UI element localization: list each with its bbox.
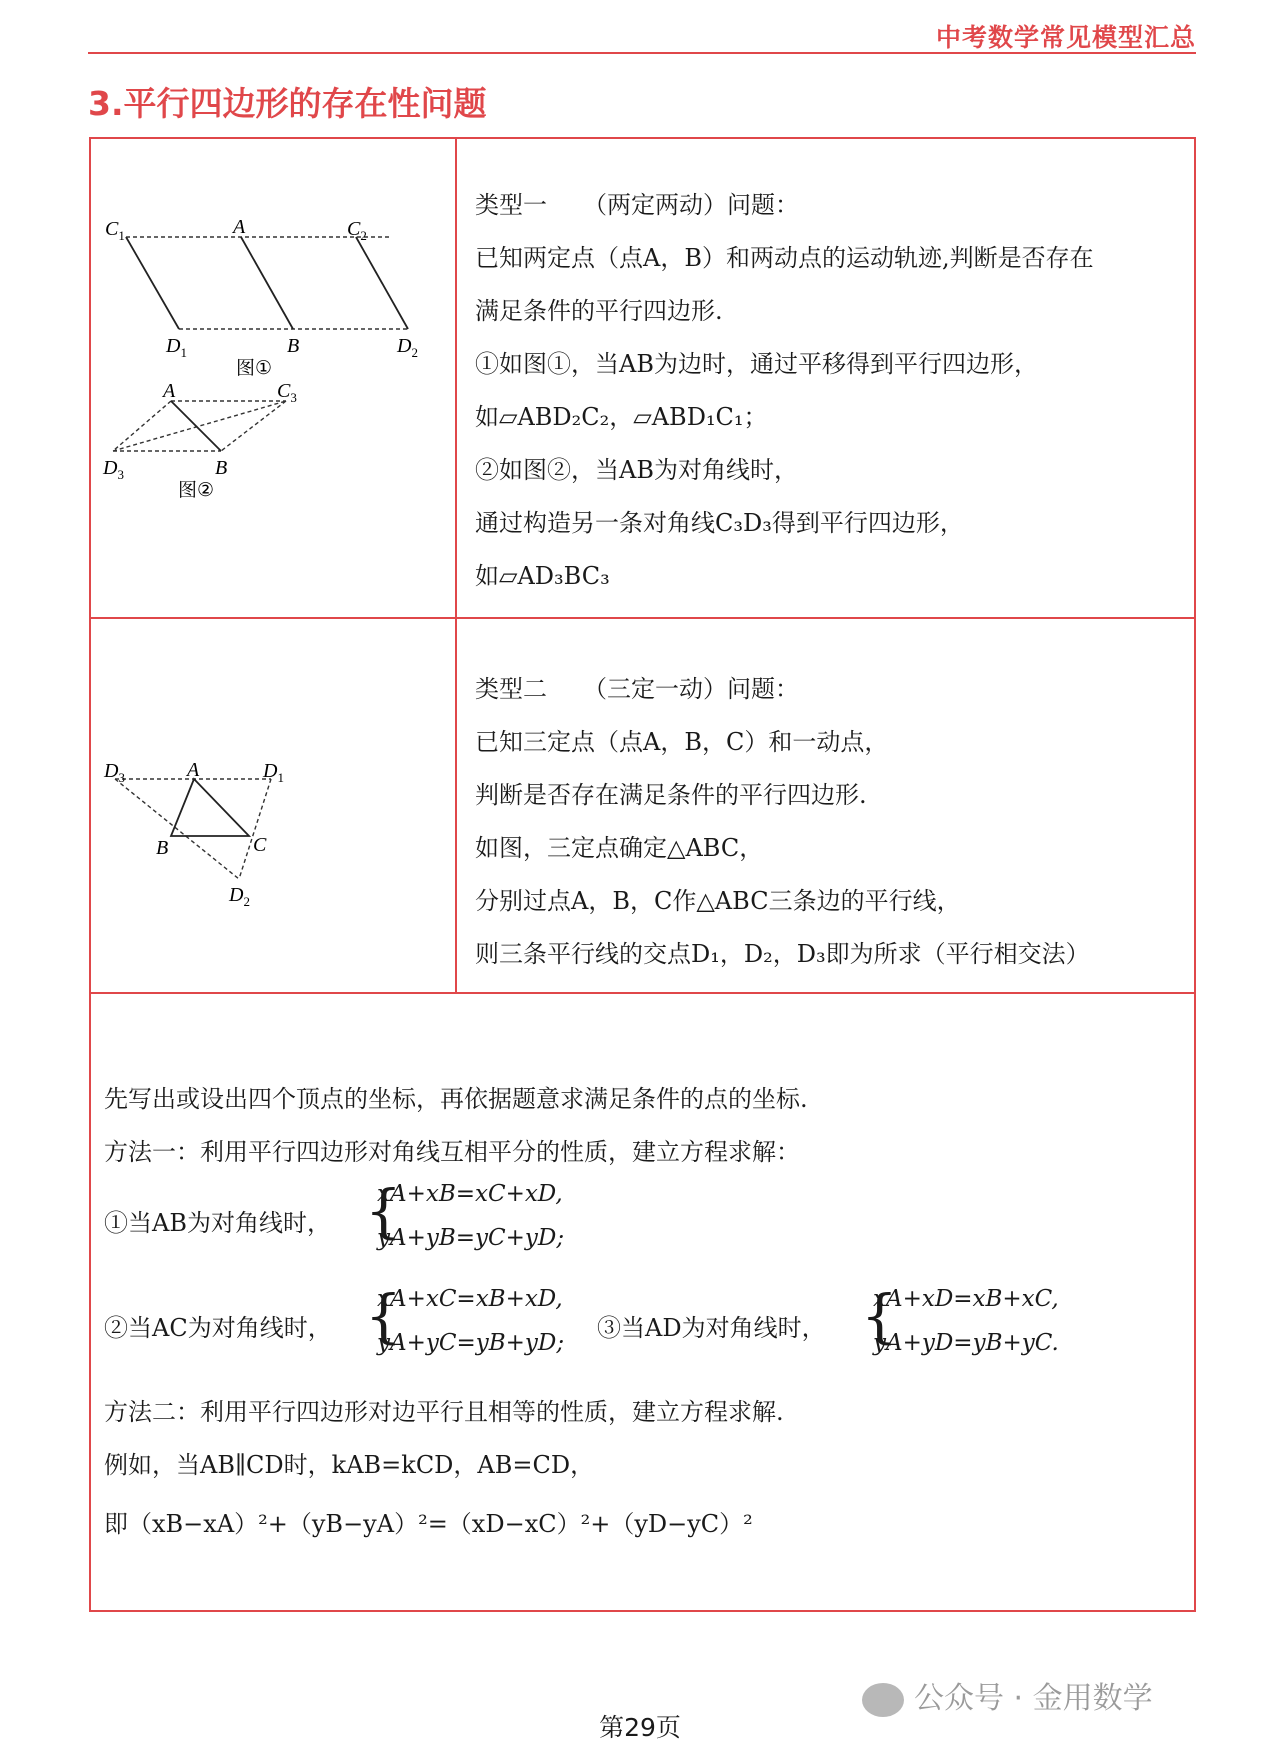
fig3-label-d1: $D_1$ [263,760,284,785]
row1-text [475,179,1094,603]
fig1-segment-c2d2 [356,237,408,329]
row2-line-4: 如图，三定点确定△ABC， [475,834,764,862]
fig1-label-c2: $C_2$ [347,218,367,243]
fig2-label-c3: $C_3$ [277,384,297,405]
fig1-label-d1: $D_1$ [166,335,187,360]
fig3-d3d2-dashed [115,779,239,879]
header-rule [88,52,1196,54]
row2-type-label: 类型二 [475,675,547,703]
fig3-label-d3: $D_3$ [104,760,125,785]
fig2-label-b: B [215,457,228,479]
fig3-label-c: C [253,834,267,856]
section-title: 3.平行四边形的存在性问题 [88,84,487,123]
row3-line-2: 方法一：利用平行四边形对角线互相平分的性质，建立方程求解： [104,1138,800,1166]
case1-eq2: yA+yB=yC+yD; [377,1225,565,1251]
figure-3 [101,749,301,909]
row1-line-8: 如▱AD₃BC₃ [475,562,610,590]
row1-line-7: 通过构造另一条对角线C₃D₃得到平行四边形， [475,509,964,537]
row2-text [475,663,1090,981]
row1-line-4: ①如图①，当AB为边时，通过平移得到平行四边形， [475,350,1038,378]
case2-label: ②当AC为对角线时， [104,1314,332,1342]
fig1-caption: 图① [236,357,273,379]
row1-line-6: ②如图②，当AB为对角线时， [475,456,798,484]
header-title: 中考数学常见模型汇总 [935,23,1196,52]
fig3-label-d2: $D_2$ [229,884,250,909]
fig2-ad3-dashed [113,401,171,451]
fig3-label-a: A [187,759,200,781]
row3-line-1: 先写出或设出四个顶点的坐标，再依据题意求满足条件的点的坐标. [104,1085,808,1113]
row2-line-5: 分别过点A，B，C作△ABC三条边的平行线， [475,887,961,915]
row2-line-2: 已知三定点（点A，B，C）和一动点， [475,728,889,756]
fig2-label-d3: $D_3$ [103,457,124,482]
fig2-c3b-dashed [221,401,286,451]
row-divider-2 [91,992,1194,994]
fig3-triangle-abc [171,779,249,836]
row1-type-name: （两定两动）问题： [583,191,799,219]
column-divider [455,139,457,994]
case3-eq1: xA+xD=xB+xC, [873,1286,1059,1312]
fig2-segment-ab [171,401,221,451]
case1-eq1: xA+xB=xC+xD, [377,1181,563,1207]
row2-type-name: （三定一动）问题： [583,675,799,703]
fig3-d1d2-dashed [239,779,271,879]
fig1-label-d2: $D_2$ [397,335,418,360]
case2-eq1: xA+xC=xB+xD, [377,1286,563,1312]
case1-label: ①当AB为对角线时， [104,1209,331,1237]
row3-final: 即（xB−xA）²+（yB−yA）²=（xD−xC）²+（yD−yC）² [104,1510,753,1538]
row3-example: 例如，当AB∥CD时，kAB=kCD，AB=CD， [104,1451,595,1479]
row-divider-1 [91,617,1194,619]
row3-method2: 方法二：利用平行四边形对边平行且相等的性质，建立方程求解. [104,1398,784,1426]
fig1-label-c1: $C_1$ [105,218,125,243]
page-number: 第29页 [599,1713,681,1742]
row2-type-line [475,663,1090,716]
case3-label: ③当AD为对角线时， [597,1314,826,1342]
case3-eq2: yA+yD=yB+yC. [873,1330,1059,1356]
row1-line-3: 满足条件的平行四边形. [475,297,723,325]
figure-2 [101,384,311,524]
figure-1 [101,209,431,379]
case3-brace: { [861,1282,898,1350]
fig2-label-a: A [163,384,176,402]
row1-line-2: 已知两定点（点A，B）和两动点的运动轨迹,判断是否存在 [475,244,1094,272]
fig1-label-a: A [233,216,246,238]
fig2-c3d3-dashed [113,401,286,451]
fig3-label-b: B [156,837,169,859]
fig2-caption: 图② [178,479,215,501]
row2-line-3: 判断是否存在满足条件的平行四边形. [475,781,867,809]
row2-line-6: 则三条平行线的交点D₁，D₂，D₃即为所求（平行相交法） [475,940,1090,968]
watermark-text: 公众号 · 金用数学 [914,1681,1153,1716]
row1-type-label: 类型一 [475,191,547,219]
fig1-segment-ab [241,237,293,329]
fig1-label-b: B [287,335,300,357]
case2-eq2: yA+yC=yB+yD; [377,1330,565,1356]
case1-brace: { [365,1177,402,1245]
row1-line-5: 如▱ABD₂C₂，▱ABD₁C₁； [475,403,768,431]
fig1-segment-c1d1 [126,237,179,329]
row1-type-line [475,179,1094,232]
content-table [89,137,1196,1612]
case2-brace: { [365,1282,402,1350]
